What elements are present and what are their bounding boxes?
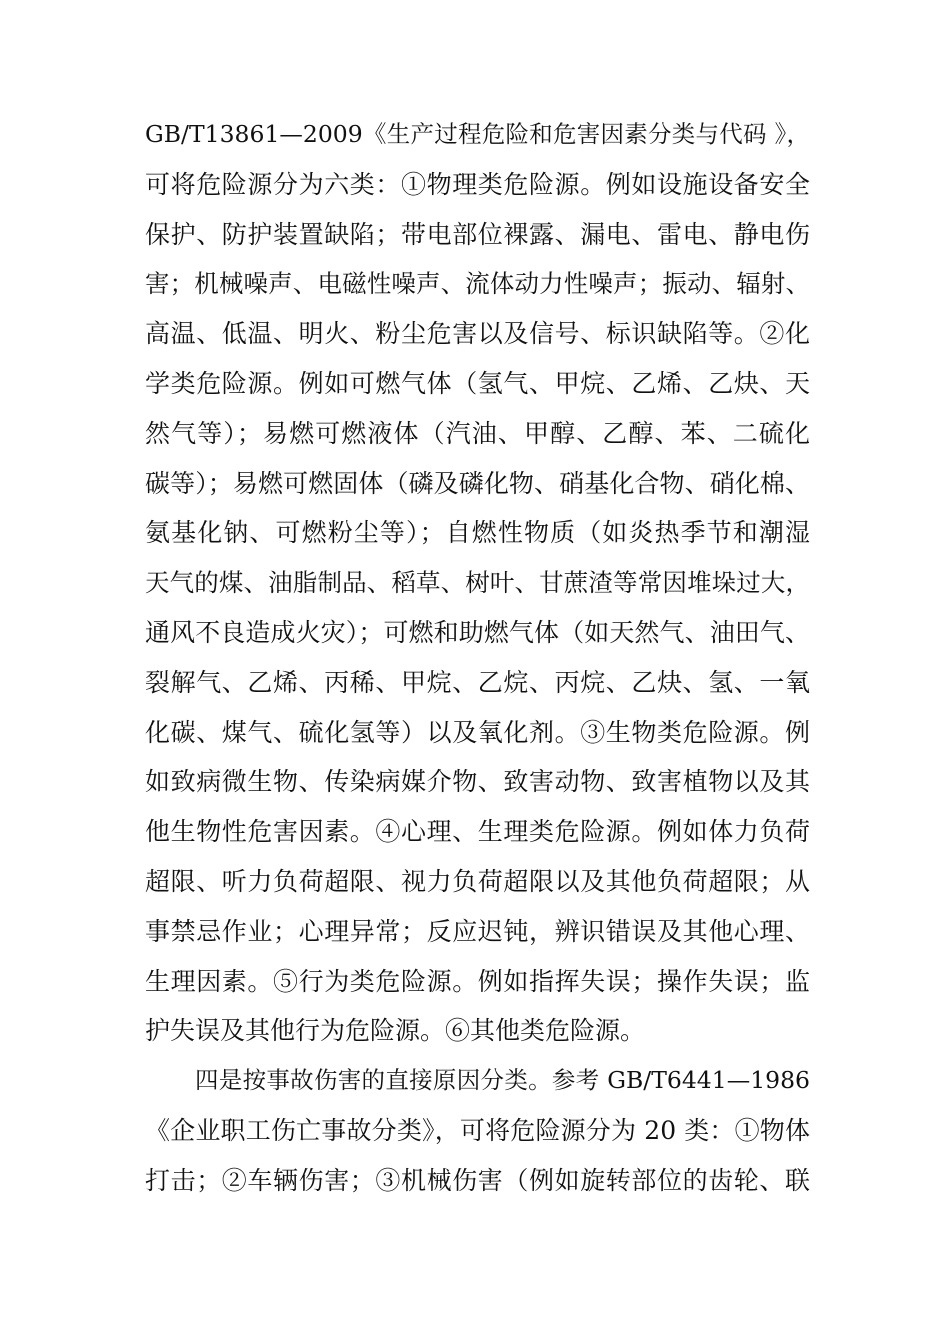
text-line: 生理因素。⑤行为类危险源。例如指挥失误；操作失误；监: [145, 966, 810, 996]
text-line: 事禁忌作业；心理异常；反应迟钝，辨识错误及其他心理、: [145, 916, 810, 946]
text-line-paragraph-end: 护失误及其他行为危险源。⑥其他类危险源。: [145, 1016, 646, 1046]
text-line: 高温、低温、明火、粉尘危害以及信号、标识缺陷等。②化: [145, 319, 810, 349]
text-line: 超限、听力负荷超限、视力负荷超限以及其他负荷超限；从: [145, 866, 810, 896]
text-line: 化碳、煤气、硫化氢等）以及氧化剂。③生物类危险源。例: [145, 717, 810, 747]
text-line: 氨基化钠、可燃粉尘等）；自燃性物质（如炎热季节和潮湿: [145, 518, 810, 548]
text-line: 如致病微生物、传染病媒介物、致害动物、致害植物以及其: [145, 767, 810, 797]
text-line: 打击；②车辆伤害；③机械伤害（例如旋转部位的齿轮、联: [145, 1165, 810, 1195]
text-line-paragraph-start: 四是按事故伤害的直接原因分类。参考 GB/T6441—1986: [195, 1066, 810, 1095]
text-line: 害；机械噪声、电磁性噪声、流体动力性噪声；振动、辐射、: [145, 269, 810, 299]
text-line: 碳等）；易燃可燃固体（磷及磷化物、硝基化合物、硝化棉、: [145, 468, 810, 498]
body-text: [145, 110, 810, 1206]
text-line: 裂解气、乙烯、丙稀、甲烷、乙烷、丙烷、乙炔、氢、一氧: [145, 667, 810, 697]
text-line: 天气的煤、油脂制品、稻草、树叶、甘蔗渣等常因堆垛过大，: [145, 568, 810, 598]
text-line: 保护、防护装置缺陷；带电部位裸露、漏电、雷电、静电伤: [145, 219, 810, 249]
text-line: 学类危险源。例如可燃气体（氢气、甲烷、乙烯、乙炔、天: [145, 368, 810, 398]
text-line: 他生物性危害因素。④心理、生理类危险源。例如体力负荷: [145, 817, 810, 847]
text-line: 通风不良造成火灾）；可燃和助燃气体（如天然气、油田气、: [145, 617, 810, 647]
text-line: GB/T13861—2009《生产过程危险和危害因素分类与代码 》，: [145, 120, 810, 148]
text-line: 然气等）；易燃可燃液体（汽油、甲醇、乙醇、苯、二硫化: [145, 418, 810, 448]
text-line: 可将危险源分为六类：①物理类危险源。例如设施设备安全: [145, 169, 810, 199]
text-line: 《企业职工伤亡事故分类》，可将危险源分为 20 类：①物体: [145, 1115, 810, 1145]
